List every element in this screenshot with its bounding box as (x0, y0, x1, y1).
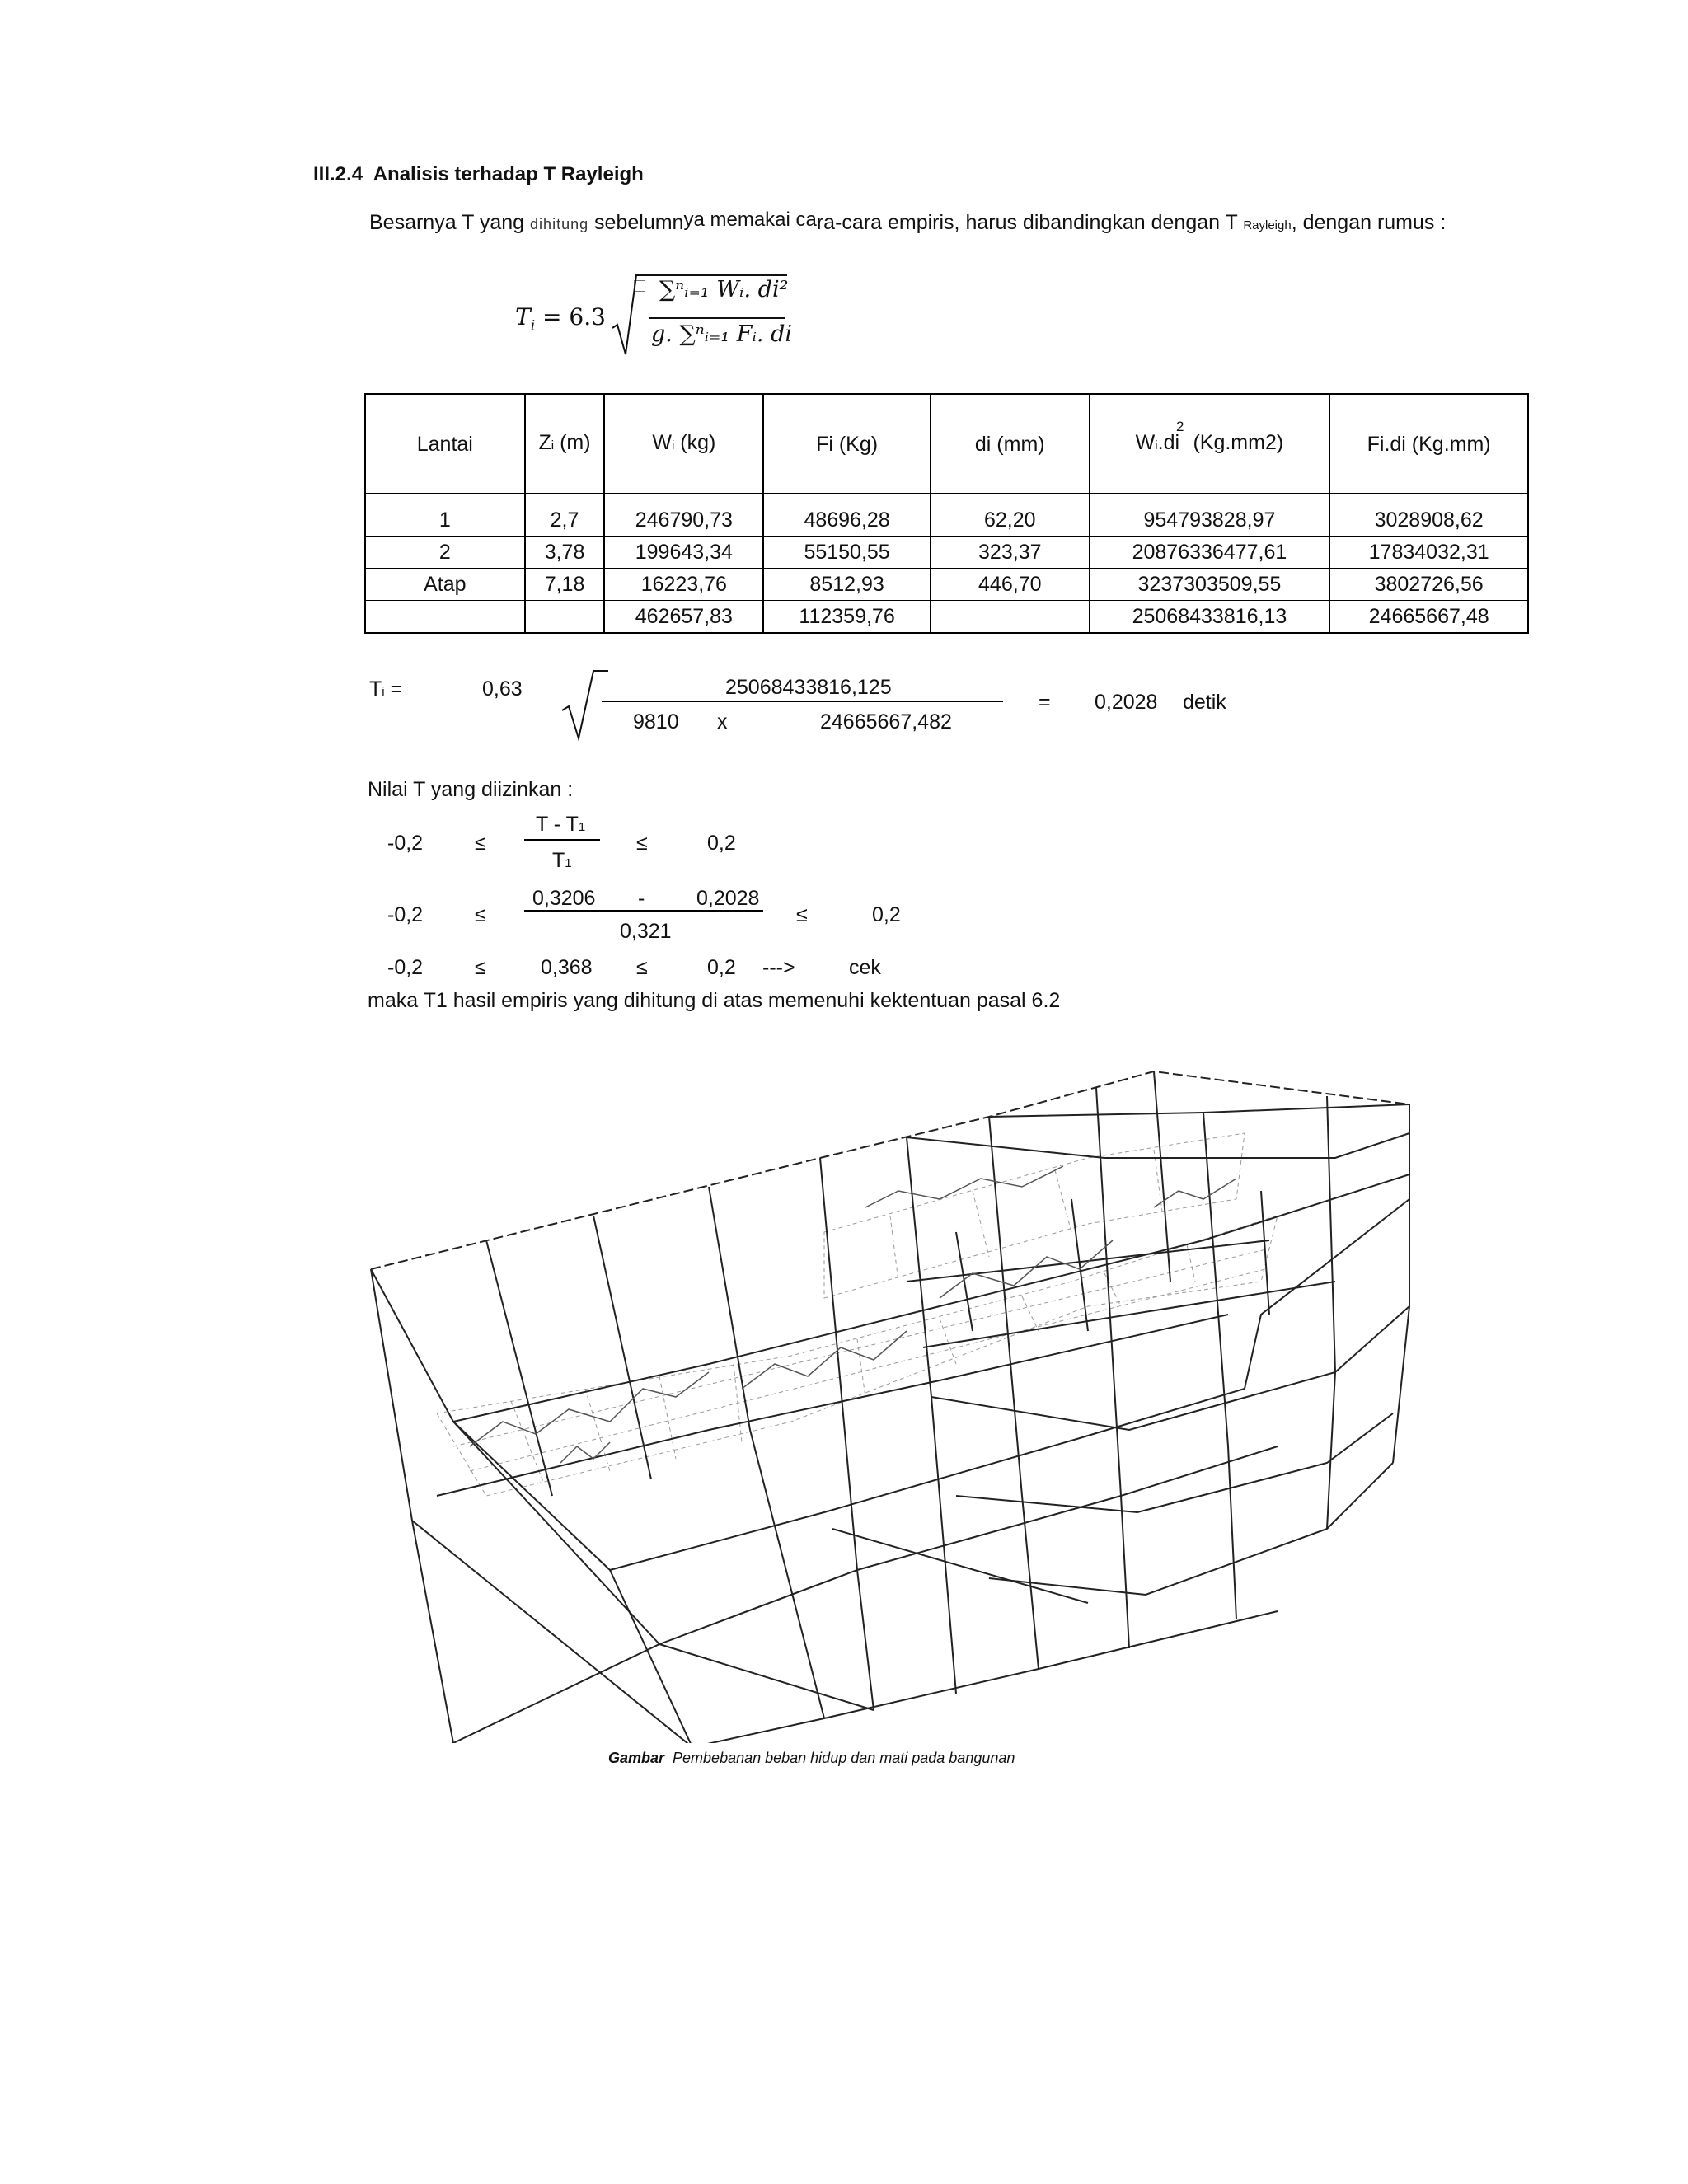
table-row (365, 569, 1528, 601)
structure-3d-figure (363, 1034, 1451, 1743)
cell-fi: 8512,93 (763, 569, 931, 601)
section-title: Analisis terhadap T Rayleigh (373, 163, 644, 185)
frame-lines (371, 1071, 1409, 1743)
cell-lantai: 1 (365, 494, 525, 537)
check-row2-le1: ≤ (475, 903, 486, 926)
calc-equals: = (1039, 691, 1051, 714)
table-total-row (365, 601, 1528, 634)
total-wdi2: 25068433816,13 (1090, 601, 1330, 634)
calc-denominator: 24665667,482 (820, 710, 952, 733)
calc-numerator: 25068433816,125 (725, 676, 892, 699)
header-zi: Zi (m) (525, 394, 605, 494)
intro-text-5: ra-cara empiris, harus dibandingkan dengan T (816, 211, 1244, 234)
check-row2-a: 0,3206 (532, 887, 596, 910)
cell-di: 446,70 (931, 569, 1090, 601)
cell-fidi: 17834032,31 (1329, 537, 1528, 569)
intro-subscript: Rayleigh (1243, 218, 1292, 232)
cell-wi: 16223,76 (604, 569, 763, 601)
intro-text-1: Besarnya T yang (369, 211, 531, 234)
cell-fidi: 3028908,62 (1329, 494, 1528, 537)
check-row2-le2: ≤ (796, 903, 808, 926)
formula-numerator: ∑ⁿᵢ₌₁ Wᵢ. di² (659, 277, 789, 302)
check-row3-status: cek (849, 956, 881, 979)
cell-empty (365, 601, 525, 634)
check-row2-den: 0,321 (620, 920, 672, 943)
cell-wdi2: 3237303509,55 (1090, 569, 1330, 601)
cell-wdi2: 954793828,97 (1090, 494, 1330, 537)
check-row3-hi: 0,2 (707, 956, 736, 979)
check-row1-lo: -0,2 (387, 832, 424, 855)
check-row1-hi: 0,2 (707, 832, 736, 855)
cell-di: 323,37 (931, 537, 1090, 569)
check-row2-fraction-bar (524, 910, 763, 912)
calc-times: x (717, 710, 728, 733)
calc-result: 0,2028 (1095, 691, 1158, 714)
total-wi: 462657,83 (604, 601, 763, 634)
cell-fi: 55150,55 (763, 537, 931, 569)
check-row3-le1: ≤ (475, 956, 486, 979)
caption-text: Pembebanan beban hidup dan mati pada bangunan (673, 1750, 1015, 1766)
header-wi: Wi (kg) (604, 394, 763, 494)
rayleigh-table (364, 393, 1529, 634)
calc-radical (560, 668, 610, 742)
check-row1-numerator: T - T1 (536, 813, 586, 836)
cell-zi: 2,7 (525, 494, 605, 537)
calc-coefficient: 0,63 (482, 677, 523, 701)
rayleigh-formula (515, 272, 793, 363)
figure-caption (608, 1750, 1015, 1767)
cell-zi: 7,18 (525, 569, 605, 601)
check-row2-hi: 0,2 (872, 903, 901, 926)
cell-empty (525, 601, 605, 634)
cell-lantai: 2 (365, 537, 525, 569)
check-row2-lo: -0,2 (387, 903, 424, 926)
total-fidi: 24665667,48 (1329, 601, 1528, 634)
header-wdi2: $Wi.di^2$ (Kg.mm2) (1090, 394, 1330, 494)
caption-label: Gambar (608, 1750, 665, 1766)
header-fi: Fi (Kg) (763, 394, 931, 494)
calc-unit: detik (1183, 691, 1226, 714)
table-row (365, 494, 1528, 537)
cell-fi: 48696,28 (763, 494, 931, 537)
cell-wi: 246790,73 (604, 494, 763, 537)
ti-label: Ti = (369, 677, 403, 701)
total-fi: 112359,76 (763, 601, 931, 634)
formula-denominator: g. ∑ⁿᵢ₌₁ Fᵢ. di (651, 321, 793, 347)
table-header-row (365, 394, 1528, 494)
header-fidi: Fi.di (Kg.mm) (1329, 394, 1528, 494)
check-row1-denominator: T1 (552, 849, 572, 872)
floor-mesh (437, 1133, 1278, 1496)
intro-text-4: ya memakai ca (683, 209, 817, 231)
check-row3-le2: ≤ (636, 956, 648, 979)
calc-fraction-bar (602, 701, 1003, 702)
cell-wi: 199643,34 (604, 537, 763, 569)
check-conclusion: maka T1 hasil empiris yang dihitung di atas memenuhi kektentuan pasal 6.2 (368, 989, 1061, 1012)
section-number: III.2.4 (313, 163, 363, 185)
cell-empty (931, 601, 1090, 634)
cell-zi: 3,78 (525, 537, 605, 569)
check-row3-arrow: ---> (762, 956, 795, 979)
formula-lhs: $T_i = 6.3$ (515, 303, 606, 335)
check-title: Nilai T yang diizinkan : (368, 778, 574, 801)
cell-fidi: 3802726,56 (1329, 569, 1528, 601)
check-row1-le1: ≤ (475, 832, 486, 855)
section-heading (313, 163, 644, 186)
check-row3-lo: -0,2 (387, 956, 424, 979)
calc-g: 9810 (633, 710, 679, 733)
intro-text-2: dihitung (530, 216, 589, 232)
header-di: di (mm) (931, 394, 1090, 494)
check-row2-minus: - (638, 887, 645, 910)
cell-wdi2: 20876336477,61 (1090, 537, 1330, 569)
check-row2-b: 0,2028 (696, 887, 760, 910)
table-row (365, 537, 1528, 569)
cell-di: 62,20 (931, 494, 1090, 537)
check-row1-le2: ≤ (636, 832, 648, 855)
intro-paragraph (369, 211, 1446, 235)
intro-text-6: , dengan rumus : (1291, 211, 1447, 234)
header-lantai: Lantai (365, 394, 525, 494)
load-diagrams (470, 1166, 1236, 1463)
cell-lantai: Atap (365, 569, 525, 601)
check-row3-val: 0,368 (541, 956, 593, 979)
check-row1-fraction-bar (524, 839, 600, 841)
intro-text-3: sebelumn (588, 211, 684, 234)
